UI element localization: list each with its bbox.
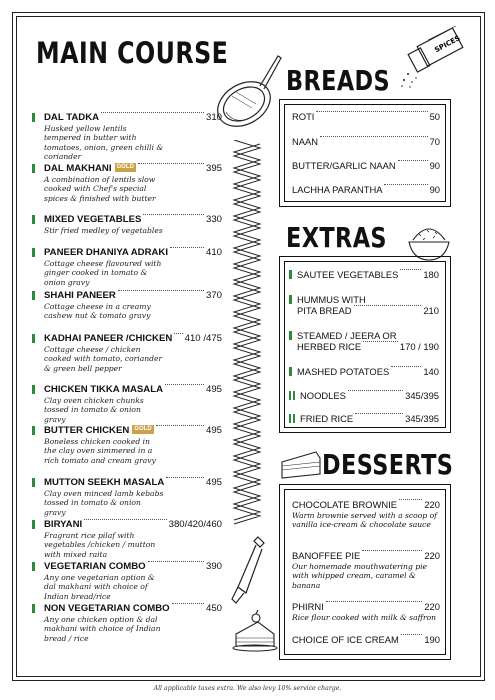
item-name: NOODLES <box>300 390 346 401</box>
item-name: DAL MAKHANI <box>44 163 112 174</box>
item-price: 330 <box>205 214 222 225</box>
bread-item <box>292 160 440 171</box>
extra-item <box>289 269 439 280</box>
spice-jar-illustration <box>398 24 470 90</box>
item-price: 345/395 <box>405 390 439 401</box>
item-price: 370 <box>205 290 222 301</box>
extras-title: EXTRAS <box>286 221 387 254</box>
item-description: Any one chicken option & dal makhani with choice of Indian bread / rice <box>44 615 161 643</box>
item-description: Husked yellow lentils tempered in butter with tomatoes, onion, green chilli & coriander <box>44 124 164 161</box>
item-name: BUTTER/GARLIC NAAN <box>292 160 396 171</box>
menu-item <box>32 561 222 601</box>
item-description: A combination of lentils slow cooked with Chef's special spices & finished with butter <box>44 175 156 203</box>
item-name: ROTI <box>292 111 315 122</box>
item-price: 90 <box>429 160 440 171</box>
menu-item <box>32 214 222 235</box>
item-name: CHOCOLATE BROWNIE <box>292 499 398 510</box>
menu-item <box>32 384 222 424</box>
veg-marker-icon <box>32 164 35 173</box>
item-price: 495 <box>205 425 222 436</box>
veg-marker-icon <box>32 291 35 300</box>
item-price: 180 <box>423 269 439 280</box>
item-price: 495 <box>205 477 222 488</box>
cake-slice-illustration <box>232 608 278 652</box>
item-name: NON VEGETARIAN COMBO <box>44 603 170 614</box>
item-name: FRIED RICE <box>300 413 354 424</box>
item-description: Warm brownie served with a scoop of vanilla ice-cream & chocolate sauce <box>292 511 437 530</box>
veg-marker-icon <box>32 334 35 343</box>
item-description: Fragrant rice pilaf with vegetables /chicken / mutton with mixed raita <box>44 531 156 559</box>
item-name: VEGETARIAN COMBO <box>44 561 146 572</box>
item-description: Clay oven chicken chunks tossed in tomato & onion gravy <box>44 396 144 424</box>
main-course-title: MAIN COURSE <box>36 36 229 70</box>
veg-marker-icon <box>289 414 295 423</box>
menu-item <box>32 519 222 559</box>
gold-badge: GOLD <box>134 426 152 432</box>
veg-marker-icon <box>289 391 295 400</box>
item-name: BIRYANI <box>44 519 83 530</box>
item-name: KADHAI PANEER /CHICKEN <box>44 333 173 344</box>
menu-item <box>32 603 222 643</box>
item-price: 70 <box>429 136 440 147</box>
item-price: 410 /475 <box>184 333 222 344</box>
item-name: MUTTON SEEKH MASALA <box>44 477 165 488</box>
veg-marker-icon <box>32 562 35 571</box>
veg-marker-icon <box>32 215 35 224</box>
desserts-title: DESSERTS <box>322 448 454 481</box>
item-name: PHIRNI <box>292 601 324 612</box>
veg-marker-icon <box>32 113 35 122</box>
item-description: Rice flour cooked with milk & saffron <box>292 613 437 622</box>
item-price: 170 / 190 <box>399 341 439 352</box>
item-price: 220 <box>424 601 440 612</box>
veg-marker-icon <box>32 426 35 435</box>
item-price: 495 <box>205 384 222 395</box>
footer-note: All applicable taxes extra. We also levy 10% service charge. <box>153 685 342 692</box>
item-name: CHICKEN TIKKA MASALA <box>44 384 164 395</box>
item-name: STEAMED / JEERA OR <box>297 330 397 341</box>
item-description: Cottage cheese / chicken cooked with tomato, coriander & green bell pepper <box>44 345 163 373</box>
item-name: SHAHI PANEER <box>44 290 116 301</box>
veg-marker-icon <box>32 520 35 529</box>
bread-item <box>292 184 440 195</box>
item-name: SAUTEE VEGETABLES <box>297 269 399 280</box>
veg-marker-icon <box>32 604 35 613</box>
veg-marker-icon <box>32 248 35 257</box>
item-price: 395 <box>205 163 222 174</box>
item-price: 50 <box>429 111 440 122</box>
item-name-line2: HERBED RICE <box>297 341 362 352</box>
item-name: NAAN <box>292 136 319 147</box>
extra-item <box>289 294 439 316</box>
extra-item <box>289 413 439 424</box>
dessert-item <box>292 499 440 530</box>
dessert-item <box>292 601 440 622</box>
dessert-item <box>292 634 440 645</box>
item-name: LACHHA PARANTHA <box>292 184 383 195</box>
item-price: 410 <box>205 247 222 258</box>
item-description: Any one vegetarian option & dal makhani with choice of Indian bread/rice <box>44 573 155 601</box>
veg-marker-icon <box>289 367 292 376</box>
spice-jar-label: SPICES <box>433 34 462 55</box>
rolling-pin-illustration <box>228 535 268 605</box>
gold-badge: GOLD <box>116 164 134 170</box>
breads-title: BREADS <box>286 64 391 97</box>
item-name: BUTTER CHICKEN <box>44 425 130 436</box>
item-price: 390 <box>205 561 222 572</box>
menu-item <box>32 112 222 161</box>
item-name: MIXED VEGETABLES <box>44 214 142 225</box>
veg-marker-icon <box>289 331 292 340</box>
item-name: MASHED POTATOES <box>297 366 390 377</box>
menu-item <box>32 163 222 203</box>
item-price: 450 <box>205 603 222 614</box>
item-price: 310 <box>205 112 222 123</box>
item-description: Boneless chicken cooked in the clay oven simmered in a rich tomato and cream gravy <box>44 437 156 465</box>
bread-item <box>292 136 440 147</box>
extra-item <box>289 390 439 401</box>
menu-item <box>32 425 222 465</box>
menu-item <box>32 477 222 517</box>
extra-item <box>289 366 439 377</box>
item-price: 90 <box>429 184 440 195</box>
extra-item <box>289 330 439 352</box>
item-name: DAL TADKA <box>44 112 100 123</box>
item-name: BANOFFEE PIE <box>292 550 361 561</box>
item-name: PANEER DHANIYA ADRAKI <box>44 247 169 258</box>
item-price: 210 <box>423 305 439 316</box>
menu-item <box>32 333 222 373</box>
item-description: Cottage cheese in a creamy cashew nut & tomato gravy <box>44 302 151 321</box>
veg-marker-icon <box>32 385 35 394</box>
item-description: Clay oven minced lamb kebabs tossed in tomato & onion gravy <box>44 489 164 517</box>
item-description: Stir fried medley of vegetables <box>44 226 163 235</box>
menu-item <box>32 290 222 321</box>
item-description: Our homemade mouthwatering pie with whipped cream, caramel & banana <box>292 562 428 590</box>
veg-marker-icon <box>289 270 292 279</box>
item-name: HUMMUS WITH <box>297 294 366 305</box>
item-price: 140 <box>423 366 439 377</box>
item-name-line2: PITA BREAD <box>297 305 352 316</box>
frying-pan-illustration <box>212 52 282 130</box>
bread-item <box>292 111 440 122</box>
item-description: Cottage cheese flavoured with ginger cooked in tomato & onion gravy <box>44 259 162 287</box>
item-price: 220 <box>424 499 440 510</box>
item-price: 380/420/460 <box>168 519 222 530</box>
item-name: CHOICE OF ICE CREAM <box>292 634 399 645</box>
pie-slice-illustration <box>278 448 324 482</box>
menu-item <box>32 247 222 287</box>
dessert-item <box>292 550 440 590</box>
veg-marker-icon <box>289 295 292 304</box>
item-price: 345/395 <box>405 413 439 424</box>
zigzag-decoration <box>232 140 262 525</box>
veg-marker-icon <box>32 478 35 487</box>
item-price: 220 <box>424 550 440 561</box>
item-price: 190 <box>424 634 440 645</box>
